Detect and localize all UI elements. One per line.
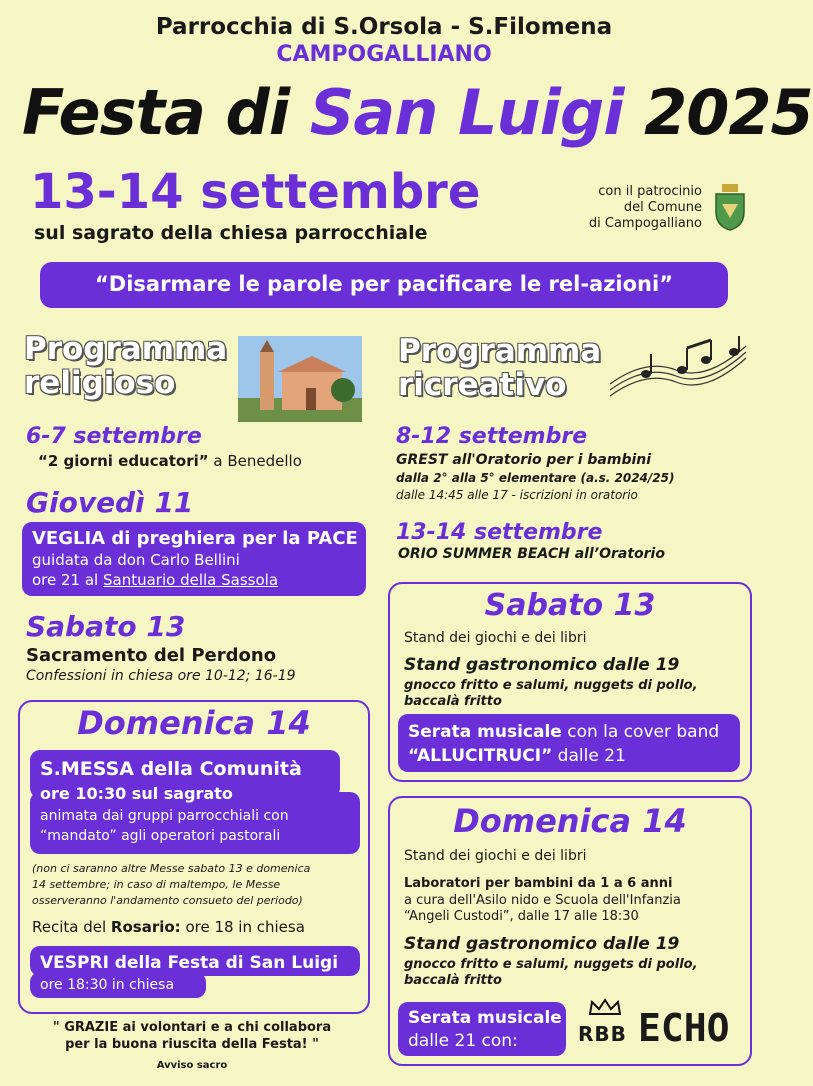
music-notes-icon <box>606 334 750 400</box>
band-logo-rbb: RBB <box>578 1022 627 1046</box>
sanctuary-link[interactable]: Santuario della Sassola <box>103 571 279 589</box>
mass-time: ore 10:30 sul sagrato <box>40 784 233 803</box>
confession-times: Confessioni in chiesa ore 10-12; 16-19 <box>26 668 296 684</box>
patronage-text <box>560 184 702 232</box>
town-name: CAMPOGALLIANO <box>276 42 492 67</box>
thanks-line-1: " GRAZIE ai volontari e a chi collabora <box>52 1020 332 1035</box>
mass-title: S.MESSA della Comunità <box>40 758 302 780</box>
sunday-religious-title: Domenica 14 <box>77 704 311 742</box>
date-saturday: Sabato 13 <box>26 610 186 643</box>
sunday-music-time: dalle 21 con: <box>408 1031 518 1051</box>
saturday-music-line-1 <box>408 722 719 742</box>
date-beach: 13-14 settembre <box>396 520 603 545</box>
mass-note-3: osserveranno l'andamento consueto del periodo) <box>32 894 303 907</box>
mass-desc-2: “mandato” agli operatori pastorali <box>40 828 281 844</box>
educators-title: “2 giorni educatori” <box>38 452 209 470</box>
sacred-notice: Avviso sacro <box>156 1060 228 1071</box>
municipality-crest-icon <box>710 182 750 232</box>
educators-location: a Benedello <box>208 452 302 470</box>
thanks-line-2: per la buona riuscita della Festa! " <box>65 1037 319 1052</box>
sunday-gastro: Stand gastronomico dalle 19 <box>404 934 680 954</box>
event-dates: 13-14 settembre <box>30 164 481 220</box>
date-grest: 8-12 settembre <box>396 424 588 449</box>
date-thursday: Giovedì 11 <box>26 486 194 519</box>
recreational-heading-line-1: Programma <box>398 333 602 369</box>
sunday-lab-desc-2: “Angeli Custodi”, dalle 17 alle 18:30 <box>404 909 639 924</box>
saturday-music-line-2 <box>408 746 626 766</box>
recreational-program-heading <box>398 334 601 402</box>
event-place: sul sagrato della chiesa parrocchiale <box>34 222 428 244</box>
recreational-heading-line-2: ricreativo <box>398 367 567 403</box>
vigil-time-text: ore 21 al <box>32 571 103 589</box>
sunday-stand: Stand dei giochi e dei libri <box>404 848 587 864</box>
vespers-title: VESPRI della Festa di San Luigi <box>40 953 339 973</box>
mass-note-2: 14 settembre; in caso di maltempo, le Messe <box>32 878 281 891</box>
saturday-recreational-title: Sabato 13 <box>484 588 656 623</box>
band-logo-echo: ECHO <box>638 1006 730 1050</box>
church-image <box>238 336 362 422</box>
confession-title: Sacramento del Perdono <box>26 645 277 666</box>
motto-text: “Disarmare le parole per pacificare le rel-azioni” <box>94 272 674 296</box>
sunday-food-1: gnocco fritto e salumi, nuggets di pollo, <box>404 957 698 972</box>
title-part-3: 2025 <box>623 76 813 149</box>
saturday-band-name: “ALLUCITRUCI” <box>408 746 553 766</box>
grest-times: dalle 14:45 alle 17 - iscrizioni in oratorio <box>396 488 638 502</box>
rosary-time: ore 18 in chiesa <box>180 918 305 936</box>
saturday-food-1: gnocco fritto e salumi, nuggets di pollo, <box>404 678 698 693</box>
saturday-music-time: dalle 21 <box>552 746 626 766</box>
religious-heading-line-1: Programma <box>24 331 228 367</box>
date-educators: 6-7 settembre <box>26 424 202 449</box>
vigil-title: VEGLIA di preghiera per la PACE <box>32 528 358 549</box>
rosary-text <box>32 918 305 936</box>
sunday-food-2: baccalà fritto <box>404 973 502 988</box>
rosary-prefix: Recita del <box>32 918 111 936</box>
religious-heading-line-2: religioso <box>24 365 176 401</box>
patronage-line-1: con il patrocinio <box>598 184 702 199</box>
sunday-lab-title: Laboratori per bambini da 1 a 6 anni <box>404 876 673 891</box>
saturday-food-2: baccalà fritto <box>404 694 502 709</box>
vigil-time <box>32 571 278 589</box>
page-title <box>22 76 813 149</box>
patronage-line-2: del Comune <box>623 200 702 215</box>
sunday-recreational-title: Domenica 14 <box>453 802 687 840</box>
saturday-music-label: Serata musicale <box>408 722 562 742</box>
title-part-2: San Luigi <box>309 76 624 149</box>
saturday-music-desc: con la cover band <box>561 722 720 742</box>
beach-title: ORIO SUMMER BEACH all’Oratorio <box>398 546 665 562</box>
grest-title: GREST all'Oratorio per i bambini <box>396 452 652 468</box>
educators-text <box>38 452 302 470</box>
vespers-time: ore 18:30 in chiesa <box>40 977 175 993</box>
grest-grades: dalla 2° alla 5° elementare (a.s. 2024/25) <box>396 471 675 485</box>
patronage-line-3: di Campogalliano <box>588 216 702 231</box>
vigil-guide: guidata da don Carlo Bellini <box>32 551 240 569</box>
religious-program-heading <box>24 332 227 400</box>
crown-icon <box>588 998 622 1016</box>
title-part-1: Festa di <box>22 76 310 149</box>
sunday-music-label: Serata musicale <box>408 1008 562 1028</box>
sunday-lab-desc-1: a cura dell'Asilo nido e Scuola dell'Infanzia <box>404 893 681 908</box>
rosary-label: Rosario: <box>110 918 181 936</box>
saturday-gastro: Stand gastronomico dalle 19 <box>404 655 680 675</box>
parish-name: Parrocchia di S.Orsola - S.Filomena <box>155 14 613 40</box>
mass-note-1: (non ci saranno altre Messe sabato 13 e domenica <box>32 862 311 875</box>
mass-desc-1: animata dai gruppi parrocchiali con <box>40 808 289 824</box>
saturday-stand: Stand dei giochi e dei libri <box>404 630 587 646</box>
